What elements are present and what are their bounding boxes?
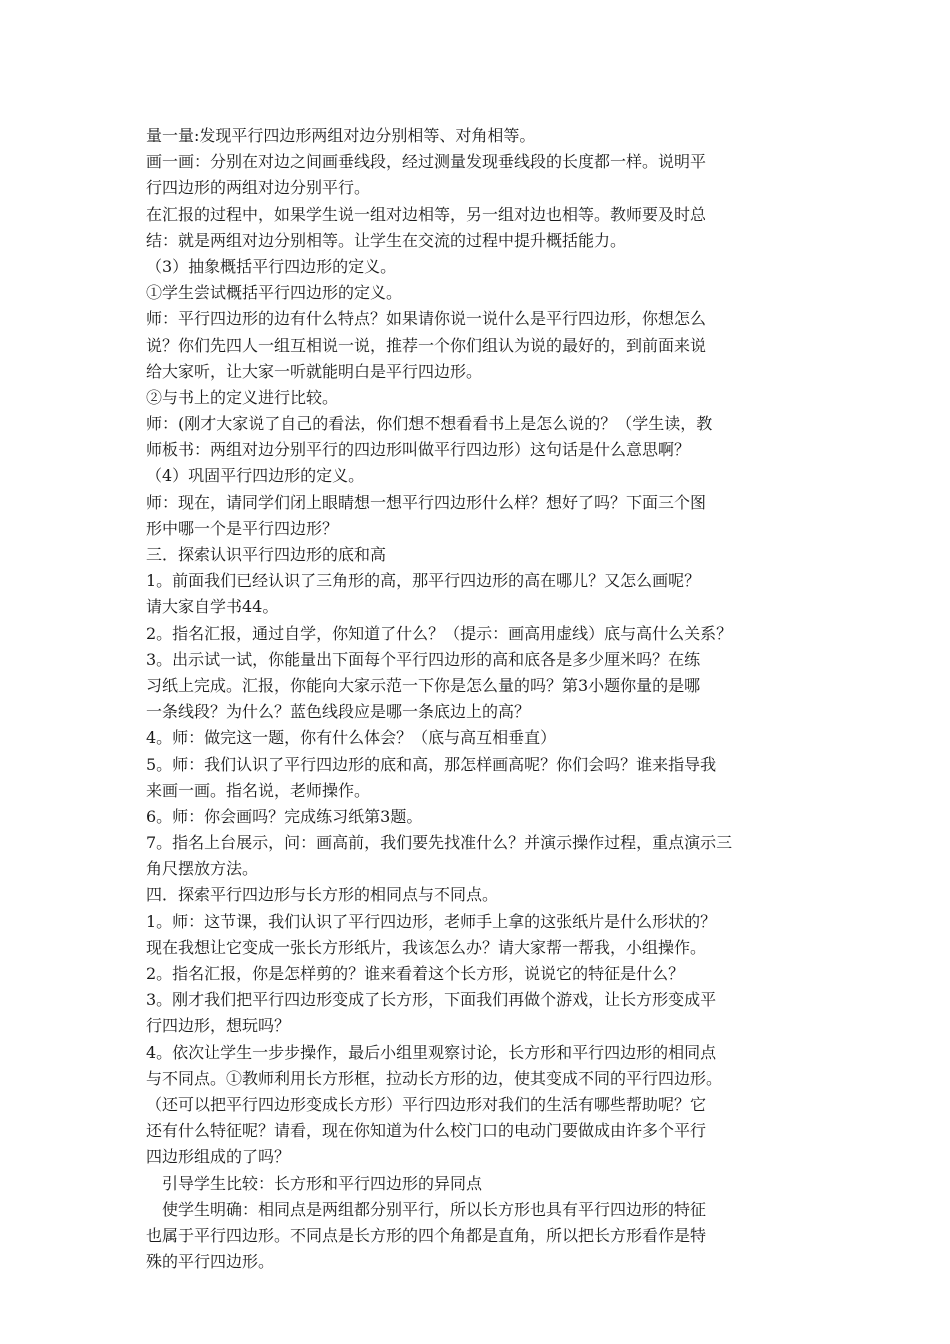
text-line: 四边形组成的了吗？ [146, 1147, 291, 1167]
text-line: 说？你们先四人一组互相说一说，推荐一个你们组认为说的最好的，到前面来说 [146, 335, 707, 355]
text-line: 6。师：你会画吗？完成练习纸第3题。 [146, 806, 423, 826]
text-line: 2。指名汇报，你是怎样剪的？谁来看着这个长方形，说说它的特征是什么？ [146, 964, 685, 983]
subheading: （3）抽象概括平行四边形的定义。 [146, 256, 397, 276]
text-line: 殊的平行四边形。 [146, 1252, 275, 1272]
text-line: 请大家自学书44。 [146, 597, 279, 617]
text-line: 行四边形，想玩吗？ [146, 1016, 291, 1036]
text-line: 现在我想让它变成一张长方形纸片，我该怎么办？请大家帮一帮我，小组操作。 [146, 937, 707, 957]
subheading: （4）巩固平行四边形的定义。 [146, 466, 365, 486]
text-line: 使学生明确：相同点是两组都分别平行，所以长方形也具有平行四边形的特征 [162, 1199, 707, 1219]
text-line: 2。指名汇报，通过自学，你知道了什么？（提示：画高用虚线）底与高什么关系？ [146, 623, 733, 643]
text-line: ①学生尝试概括平行四边形的定义。 [146, 283, 403, 303]
text-line: 角尺摆放方法。 [146, 859, 259, 879]
text-line: （还可以把平行四边形变成长方形）平行四边形对我们的生活有哪些帮助呢？它 [146, 1094, 707, 1114]
text-line: 师：(刚才大家说了自己的看法，你们想不想看看书上是怎么说的？（学生读，教 [146, 414, 713, 434]
text-line: 量一量:发现平行四边形两组对边分别相等、对角相等。 [146, 126, 536, 145]
section-heading: 三．探索认识平行四边形的底和高 [146, 545, 387, 564]
text-line: ②与书上的定义进行比较。 [146, 387, 339, 407]
text-line: 习纸上完成。汇报，你能向大家示范一下你是怎么量的吗？第3小题你量的是哪 [146, 675, 701, 695]
text-line: 5。师：我们认识了平行四边形的底和高，那怎样画高呢？你们会吗？谁来指导我 [146, 754, 717, 774]
text-line: 4。师：做完这一题，你有什么体会？（底与高互相垂直） [146, 728, 557, 748]
text-line: 师：现在，请同学们闭上眼睛想一想平行四边形什么样？想好了吗？下面三个图 [146, 492, 707, 512]
text-line: 也属于平行四边形。不同点是长方形的四个角都是直角，所以把长方形看作是特 [146, 1225, 707, 1245]
text-line: 师板书：两组对边分别平行的四边形叫做平行四边形）这句话是什么意思啊？ [146, 440, 691, 460]
text-line: 行四边形的两组对边分别平行。 [146, 178, 371, 198]
text-line: 引导学生比较：长方形和平行四边形的异同点 [162, 1173, 483, 1193]
section-heading: 四．探索平行四边形与长方形的相同点与不同点。 [146, 885, 499, 905]
text-line: 1。师：这节课，我们认识了平行四边形，老师手上拿的这张纸片是什么形状的？ [146, 911, 717, 931]
text-line: 形中哪一个是平行四边形？ [146, 518, 339, 538]
text-line: 与不同点。①教师利用长方形框，拉动长方形的边，使其变成不同的平行四边形。 [146, 1068, 723, 1088]
text-line: 来画一画。指名说，老师操作。 [146, 780, 371, 800]
text-line: 7。指名上台展示，问：画高前，我们要先找准什么？并演示操作过程，重点演示三 [146, 833, 733, 853]
text-line: 师：平行四边形的边有什么特点？如果请你说一说什么是平行四边形，你想怎么 [146, 309, 707, 329]
text-line: 结：就是两组对边分别相等。让学生在交流的过程中提升概括能力。 [146, 230, 627, 250]
document-page [146, 123, 816, 1275]
text-line: 1。前面我们已经认识了三角形的高，那平行四边形的高在哪儿？又怎么画呢？ [146, 571, 701, 591]
text-line: 一条线段？为什么？蓝色线段应是哪一条底边上的高？ [146, 702, 531, 722]
text-line: 画一画：分别在对边之间画垂线段，经过测量发现垂线段的长度都一样。说明平 [146, 152, 707, 172]
text-line: 3。刚才我们把平行四边形变成了长方形，下面我们再做个游戏，让长方形变成平 [146, 990, 717, 1010]
text-line: 4。依次让学生一步步操作，最后小组里观察讨论，长方形和平行四边形的相同点 [146, 1042, 717, 1062]
text-line: 3。出示试一试，你能量出下面每个平行四边形的高和底各是多少厘米吗？在练 [146, 649, 701, 669]
text-line: 给大家听，让大家一听就能明白是平行四边形。 [146, 361, 483, 381]
text-line: 在汇报的过程中，如果学生说一组对边相等，另一组对边也相等。教师要及时总 [146, 204, 707, 224]
text-line: 还有什么特征呢？请看，现在你知道为什么校门口的电动门要做成由许多个平行 [146, 1121, 707, 1141]
